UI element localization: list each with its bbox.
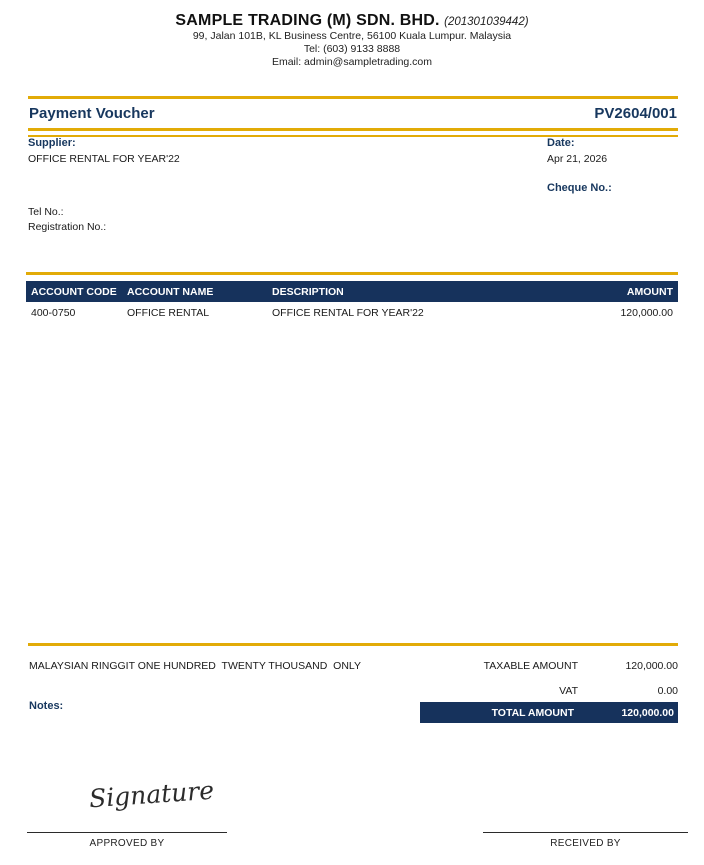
supplier-value: OFFICE RENTAL FOR YEAR'22 xyxy=(28,153,180,165)
document-title: Payment Voucher xyxy=(29,105,155,122)
received-by-label: RECEIVED BY xyxy=(550,838,621,849)
taxable-amount-label: TAXABLE AMOUNT xyxy=(483,660,578,672)
date-block xyxy=(547,137,612,194)
signatures-section xyxy=(27,775,678,860)
cell-amount: 120,000.00 xyxy=(620,307,673,319)
voucher-number: PV2604/001 xyxy=(594,105,677,122)
gold-rule-table xyxy=(26,272,678,275)
title-row xyxy=(28,99,678,128)
supplier-label: Supplier: xyxy=(28,137,76,149)
received-by-block xyxy=(483,832,688,849)
gold-double-rule xyxy=(28,128,678,137)
company-name: SAMPLE TRADING (M) SDN. BHD. xyxy=(175,12,440,29)
vat-label: VAT xyxy=(559,685,578,697)
total-amount-label: TOTAL AMOUNT xyxy=(491,706,574,719)
items-table xyxy=(26,272,678,322)
notes-label: Notes: xyxy=(29,700,64,712)
date-label: Date: xyxy=(547,137,575,149)
handwritten-signature: Signature xyxy=(88,775,215,814)
date-value: Apr 21, 2026 xyxy=(547,153,608,165)
company-email: Email: admin@sampletrading.com xyxy=(271,56,433,68)
supplier-block xyxy=(28,137,180,233)
company-address: 99, Jalan 101B, KL Business Centre, 56100 Kuala Lumpur. Malaysia xyxy=(192,30,512,42)
received-by-line xyxy=(483,832,688,833)
summary-section xyxy=(28,643,678,733)
company-name-line xyxy=(0,12,704,30)
approved-by-block xyxy=(27,832,227,849)
cell-account-code: 400-0750 xyxy=(31,307,76,319)
vat-value: 0.00 xyxy=(657,685,678,697)
company-telephone: Tel: (603) 9133 8888 xyxy=(303,43,401,55)
amount-in-words: MALAYSIAN RINGGIT ONE HUNDRED TWENTY THOUSAND ONLY xyxy=(29,660,361,672)
total-amount-row xyxy=(420,702,678,723)
gold-rule-summary xyxy=(28,643,678,646)
title-bar xyxy=(28,96,678,137)
taxable-amount-row xyxy=(420,660,678,672)
supplier-tel-label: Tel No.: xyxy=(28,206,64,218)
approved-by-label: APPROVED BY xyxy=(89,838,165,849)
table-row xyxy=(26,302,678,322)
taxable-amount-value: 120,000.00 xyxy=(625,660,678,672)
header-account-code: ACCOUNT CODE xyxy=(31,285,117,298)
company-registration-number: (201301039442) xyxy=(444,16,529,28)
header-account-name: ACCOUNT NAME xyxy=(127,285,214,298)
approved-by-line xyxy=(27,832,227,833)
cell-description: OFFICE RENTAL FOR YEAR'22 xyxy=(272,307,424,319)
company-header xyxy=(0,12,704,69)
vat-row xyxy=(420,685,678,697)
cell-account-name: OFFICE RENTAL xyxy=(127,307,210,319)
header-description: DESCRIPTION xyxy=(272,285,344,298)
header-amount: AMOUNT xyxy=(626,285,673,298)
total-amount-value: 120,000.00 xyxy=(621,706,674,719)
cheque-number-label: Cheque No.: xyxy=(547,182,612,194)
table-header-row xyxy=(26,281,678,302)
supplier-registration-label: Registration No.: xyxy=(28,221,107,233)
